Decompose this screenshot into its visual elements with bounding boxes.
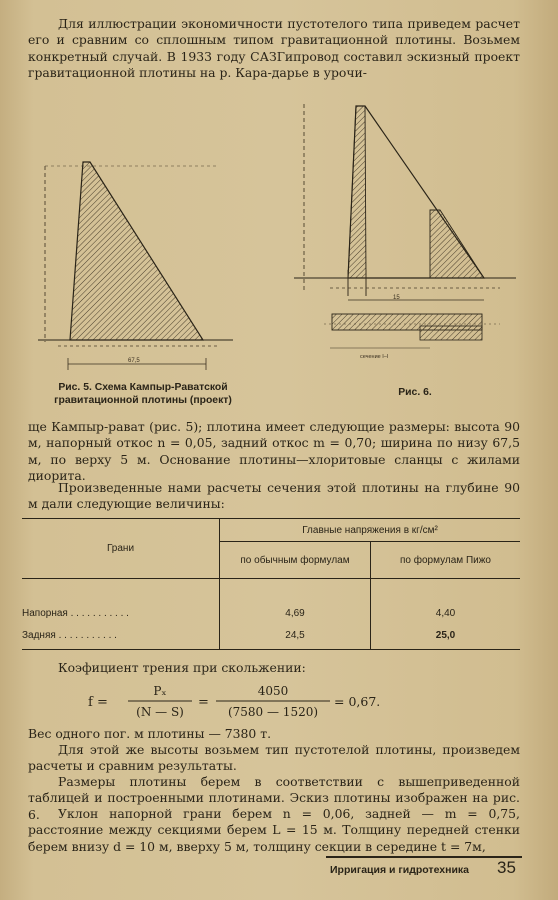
figure-5-caption: Рис. 5. Схема Кампыр-Раватской гравитационной плотины (проект)	[54, 382, 232, 406]
row-value-a: 4,69	[220, 579, 371, 622]
formula-den1: (N — S)	[136, 705, 184, 719]
fig6-section-label: сечение I–I	[360, 354, 389, 360]
fig5-dimension-label: 67,5	[128, 358, 140, 364]
table-header-pigeaud: по формулам Пижо	[400, 554, 491, 566]
formula-num1: Pₓ	[153, 684, 167, 698]
row-value-b: 25,0	[435, 629, 456, 641]
formula-eq: =	[198, 695, 209, 710]
table-header-group: Главные напряжения в кг/см²	[220, 519, 521, 542]
table-header-standard: по обычным формулам	[220, 542, 371, 579]
fig6-dimension-label: 15	[393, 295, 400, 301]
table-header-edge: Грани	[22, 519, 220, 579]
formula-num2: 4050	[257, 684, 289, 698]
dam-rear-slab	[430, 210, 484, 278]
formula-den2: (7580 — 1520)	[227, 705, 319, 719]
dam-section-5	[70, 162, 203, 340]
journal-title: Ирригация и гидротехника	[330, 864, 470, 876]
row-value-a: 24,5	[220, 621, 371, 650]
dam-front-wall	[348, 106, 366, 278]
row-value-b: 4,40	[435, 608, 456, 619]
figure-6-caption: Рис. 6.	[398, 387, 432, 398]
paragraph-calc-intro: Произведенные нами расчеты сечения этой плотины на глубине 90 м дали следующие величины:	[28, 480, 520, 512]
formula-result: = 0,67.	[334, 694, 381, 709]
figure-6-drawing	[290, 100, 520, 370]
footer-rule	[326, 856, 522, 858]
stress-table	[22, 518, 520, 650]
paragraph-intro: Для иллюстрации экономичности пустотелого типа приведем расчет его и сравним со сплошным типом гравитационной плотины. Возьмем конкретный случай. В 1933 году САЗГипровод составил эскизный проект гравитационной плотины на р. Кара-дарье в урочи-	[28, 16, 520, 80]
paragraph-friction: Коэфициент трения при скольжении:	[58, 660, 306, 675]
table-row: Напорная . . . . . . . . . . . 4,69 4,40	[22, 579, 520, 622]
row-label: Задняя	[22, 629, 56, 641]
paragraph-weight: Вес одного пог. м плотины — 7380 т.	[28, 726, 272, 741]
formula-lhs: f =	[88, 695, 108, 710]
paragraph-dimensions: ще Кампыр-рават (рис. 5); плотина имеет следующие размеры: высота 90 м, напорный откос n = 0,05, задний откос m = 0,70; ширина по низу 67,5 м, по верху 5 м. Основание плотины—хлоритовые сланцы с жилами диорита.	[28, 419, 520, 483]
page-number: 35	[497, 858, 516, 877]
friction-formula	[88, 682, 388, 722]
paragraph-slopes: Уклон напорной грани берем n = 0,06, задней — m = 0,75, расстояние между секциями берем L = 15 м. Толщину передней стенки берем внизу d = 10 м, вверху 5 м, толщину секции в середине t = 7м,	[28, 806, 520, 854]
table-row: Задняя . . . . . . . . . . . 24,5 25,0	[22, 621, 520, 650]
figure-5-drawing	[28, 150, 243, 375]
paragraph-sizes: Размеры плотины берем в соответствии с вышеприведенной таблицей и построенными плотинами. Эскиз плотины изображен на рис. 6.	[28, 774, 520, 822]
row-label: Напорная	[22, 608, 68, 619]
paragraph-hollow: Для этой же высоты возьмем тип пустотелой плотины, произведем расчеты и сравним результаты.	[28, 742, 520, 774]
